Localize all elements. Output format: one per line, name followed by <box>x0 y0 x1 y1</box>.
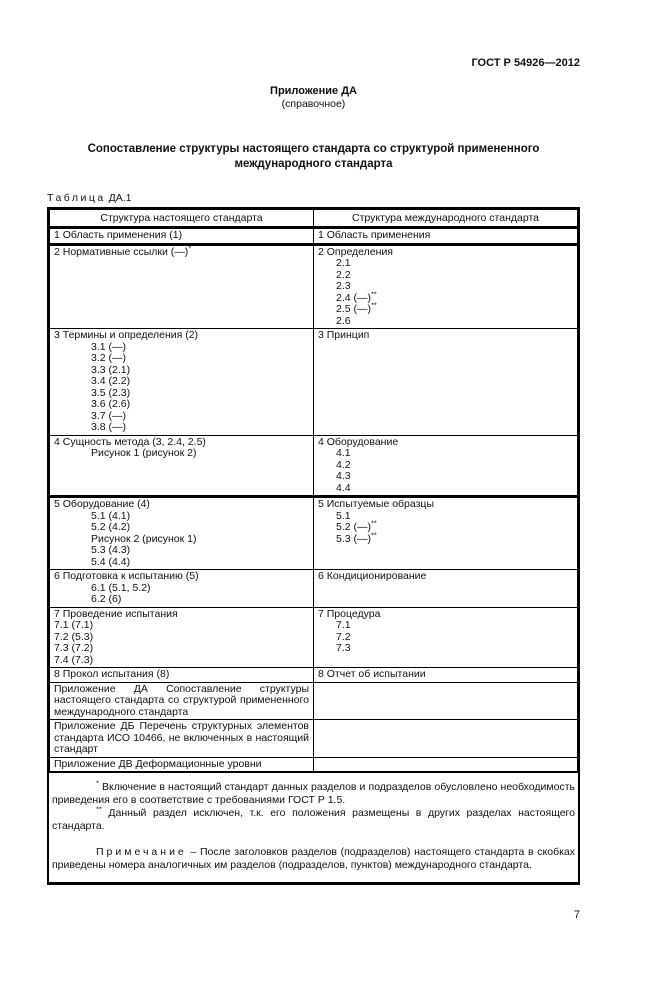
table-cell-line: 4.4 <box>336 481 351 494</box>
table-cell-line: 5.2 (—)** <box>336 518 377 533</box>
table-row <box>50 757 578 772</box>
table-row <box>50 682 578 720</box>
table-cell-line: 4.2 <box>336 458 351 471</box>
table-cell-line: 4.3 <box>336 470 351 482</box>
table-cell-right <box>314 607 578 668</box>
table-cell-right <box>314 497 578 570</box>
table-cell-left <box>50 682 314 720</box>
comparison-table <box>49 209 578 772</box>
table-cell-line: 3.1 (—) <box>91 340 127 353</box>
table-header-left: Структура настоящего стандарта <box>50 210 314 228</box>
table-cell-line: 3 Термины и определения (2) <box>54 329 199 341</box>
table-cell-line: 4.1 <box>336 447 351 459</box>
table-cell-line: 2.1 <box>336 257 351 269</box>
table-cell-left <box>50 244 314 329</box>
table-cell-left <box>50 668 314 683</box>
table-cell-left <box>50 757 314 772</box>
table-cell-right <box>314 570 578 608</box>
table-cell-line: 5 Испытуемые образцы <box>318 498 434 510</box>
table-cell-line: 7.3 <box>336 642 351 654</box>
table-cell-line: Приложение ДА Сопоставление структуры настоящего стандарта со структурой примененного международного стандарта <box>54 682 309 718</box>
table-cell-line: 6.2 (6) <box>91 593 122 605</box>
table-cell-line: 7.3 (7.2) <box>54 642 94 654</box>
table-cell-left <box>50 607 314 668</box>
table-cell-line: 5.3 (4.3) <box>91 544 131 556</box>
table-row <box>50 720 578 758</box>
table-cell-right <box>314 244 578 329</box>
table-cell-line: 7.2 (5.3) <box>54 630 94 643</box>
table-header-row <box>50 210 578 228</box>
note <box>52 846 575 872</box>
table-cell-right <box>314 329 578 436</box>
table-cell-line: 6 Подготовка к испытанию (5) <box>54 570 199 582</box>
table-cell-right <box>314 682 578 720</box>
table-cell-line: 8 Прокол испытания (8) <box>54 668 170 680</box>
footnote-1-text: Включение в настоящий стандарт данных разделов и подразделов обусловлено необходимость приведения его в соответствие с требованиями ГОСТ Р 1.5. <box>52 781 575 806</box>
table-cell-line: 5.1 <box>336 509 351 522</box>
table-header-right: Структура международного стандарта <box>314 210 578 228</box>
standard-code: ГОСТ Р 54926—2012 <box>471 57 580 69</box>
table-cell-line: 2.5 (—)** <box>336 300 377 315</box>
table-cell-line: 5.3 (—)** <box>336 530 377 545</box>
table-cell-line: 5.4 (4.4) <box>91 555 131 568</box>
page <box>0 57 661 992</box>
table-cell-line: 3.4 (2.2) <box>91 375 131 387</box>
note-text: – После заголовков разделов (подразделов) настоящего стандарта в скобках приведены номера аналогичных им разделов (подразделов, пунктов) международного стандарта. <box>52 846 575 871</box>
table-cell-line: Рисунок 1 (рисунок 2) <box>91 447 197 459</box>
table-cell-right <box>314 720 578 758</box>
table-cell-line: 3.5 (2.3) <box>91 386 131 399</box>
document-title: Сопоставление структуры настоящего стандарта со структурой примененного международного стандарта <box>87 143 540 170</box>
appendix-label: Приложение ДА <box>270 85 357 97</box>
table-cell-line: 2.2 <box>336 268 351 281</box>
table-cell-line: 3.2 (—) <box>91 352 127 364</box>
footnote-1-marker: * <box>96 778 99 788</box>
table-cell-line: 3 Принцип <box>318 329 370 341</box>
table-cell-right <box>314 435 578 497</box>
table-cell-line: 6 Кондиционирование <box>318 570 427 582</box>
table-cell-line: 1 Область применения <box>318 229 431 241</box>
table-row <box>50 435 578 497</box>
table-cell-line: 7.1 (7.1) <box>54 619 94 631</box>
table-row <box>50 607 578 668</box>
table-row <box>50 497 578 570</box>
table-cell-left <box>50 570 314 608</box>
table-row <box>50 244 578 329</box>
table-cell-line: 3.8 (—) <box>91 421 127 433</box>
table-row <box>50 570 578 608</box>
table-cell-line: 3.6 (2.6) <box>91 398 131 410</box>
table-cell-line: 2.6 <box>336 314 351 327</box>
footnote-2-marker: ** <box>96 804 102 814</box>
table-cell-line: Рисунок 2 (рисунок 1) <box>91 532 197 545</box>
footnotes-box <box>49 772 578 882</box>
table-cell-left <box>50 720 314 758</box>
table-cell-line: 7.1 <box>336 619 351 631</box>
table-cell-line: 1 Область применения (1) <box>54 229 183 241</box>
table-cell-line: 2.4 (—)** <box>336 289 377 304</box>
table-row <box>50 228 578 245</box>
table-cell-left <box>50 435 314 497</box>
footnote-1 <box>52 778 575 807</box>
table-cell-line: 7.4 (7.3) <box>54 653 94 666</box>
table-cell-line: 2 Определения <box>318 245 393 258</box>
table-cell-right <box>314 228 578 245</box>
footnote-2 <box>52 804 576 833</box>
table-row <box>50 668 578 683</box>
table-caption-word: Таблица <box>47 192 106 204</box>
table-cell-line: 2.3 <box>336 280 351 292</box>
table-cell-line: 7.2 <box>336 630 351 643</box>
table-cell-line: Приложение ДБ Перечень структурных элементов стандарта ИСО 10466, не включенных в настоящий стандарт <box>54 720 309 755</box>
page-number: 7 <box>573 909 580 921</box>
table-cell-left <box>50 329 314 436</box>
table-cell-line: 4 Сущность метода (3, 2.4, 2.5) <box>54 435 206 448</box>
table-frame <box>47 207 580 885</box>
table-cell-line: 7 Процедура <box>318 607 381 620</box>
table-cell-line: 4 Оборудование <box>318 435 399 448</box>
table-cell-line: 5 Оборудование (4) <box>54 498 150 510</box>
table-caption-number: ДА.1 <box>108 192 132 204</box>
table-row <box>50 329 578 436</box>
table-cell-line: 8 Отчет об испытании <box>318 668 426 680</box>
table-caption <box>47 192 661 204</box>
table-cell-line: 5.1 (4.1) <box>91 509 131 522</box>
table-cell-line: 5.2 (4.2) <box>91 521 131 533</box>
table-cell-line: 3.3 (2.1) <box>91 363 131 376</box>
table-cell-line: 7 Проведение испытания <box>54 607 178 620</box>
table-cell-left <box>50 228 314 245</box>
footnote-2-text: Данный раздел исключен, т.к. его положения размещены в других разделах настоящего стандарта. <box>52 807 576 832</box>
table-cell-line: 3.7 (—) <box>91 409 127 422</box>
table-cell-line: 2 Нормативные ссылки (—)* <box>54 243 192 258</box>
table-cell-line: Приложение ДВ Деформационные уровни <box>54 757 262 770</box>
comparison-table-body <box>50 228 578 772</box>
table-cell-right <box>314 757 578 772</box>
table-cell-line: 6.1 (5.1, 5.2) <box>91 581 151 594</box>
appendix-subtitle: (справочное) <box>281 98 346 110</box>
table-cell-right <box>314 668 578 683</box>
table-cell-left <box>50 497 314 570</box>
note-label: Примечание <box>96 846 187 858</box>
